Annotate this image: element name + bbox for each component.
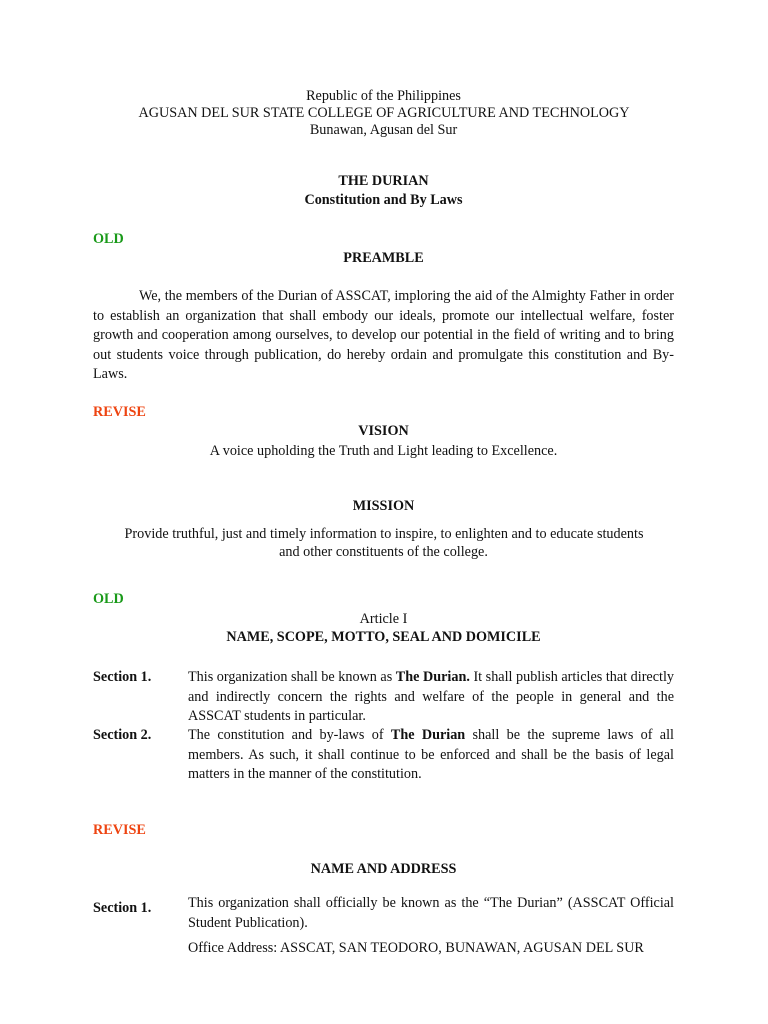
section-text-post: shall be the supreme laws of all members. As such, it shall continue to be enforced and shall be the basis of legal matters in the manner of the constitution. [188, 727, 674, 783]
doc-title: THE DURIAN [338, 173, 429, 189]
section-text-post: It shall publish articles that directly and indirectly concern the rights and welfare of the people in general and the ASSCAT students in particular. [188, 669, 674, 725]
preamble-text: We, the members of the Durian of ASSCAT, imploring the aid of the Almighty Father in order to establish an organization that shall embody our ideals, promote our intellectual welfare, foster growth and cooperation among ourselves, to develop our potential in the field of writing and to bring out students voice through publication, do hereby ordain and promulgate this constitution and By-Laws. [93, 288, 674, 383]
section-text-pre: This organization shall be known as [188, 669, 396, 685]
section-text: This organization shall officially be known as the “The Durian” (ASSCAT Official Student Publication). [188, 895, 674, 931]
section-text [188, 726, 674, 785]
revise-tag: REVISE [93, 822, 146, 838]
section-text-pre: The constitution and by-laws of [188, 727, 391, 743]
mission-heading: MISSION [352, 498, 415, 514]
section-text [188, 668, 674, 727]
header-college: AGUSAN DEL SUR STATE COLLEGE OF AGRICULTURE AND TECHNOLOGY [138, 105, 630, 121]
section-label: Section 2. [93, 727, 152, 743]
section-text-bold: The Durian [390, 727, 466, 743]
section-text-bold: The Durian. [395, 669, 470, 685]
header-country: Republic of the Philippines [306, 88, 461, 104]
section-label: Section 1. [93, 900, 152, 916]
vision-text: A voice upholding the Truth and Light leading to Excellence. [209, 443, 558, 459]
mission-text-line1: Provide truthful, just and timely information to inspire, to enlighten and to educate students [124, 526, 644, 542]
preamble-heading: PREAMBLE [343, 250, 424, 266]
office-address: Office Address: ASSCAT, SAN TEODORO, BUNAWAN, AGUSAN DEL SUR [188, 940, 644, 956]
name-address-heading: NAME AND ADDRESS [310, 861, 457, 877]
revise-tag: REVISE [93, 404, 146, 420]
article-heading: NAME, SCOPE, MOTTO, SEAL AND DOMICILE [226, 629, 541, 645]
article-label: Article I [359, 611, 408, 627]
vision-heading: VISION [358, 423, 409, 439]
header-location: Bunawan, Agusan del Sur [309, 122, 458, 138]
old-tag: OLD [93, 231, 124, 247]
doc-subtitle: Constitution and By Laws [304, 192, 463, 208]
section-label: Section 1. [93, 669, 152, 685]
mission-text-line2: and other constituents of the college. [279, 544, 488, 560]
old-tag: OLD [93, 591, 124, 607]
